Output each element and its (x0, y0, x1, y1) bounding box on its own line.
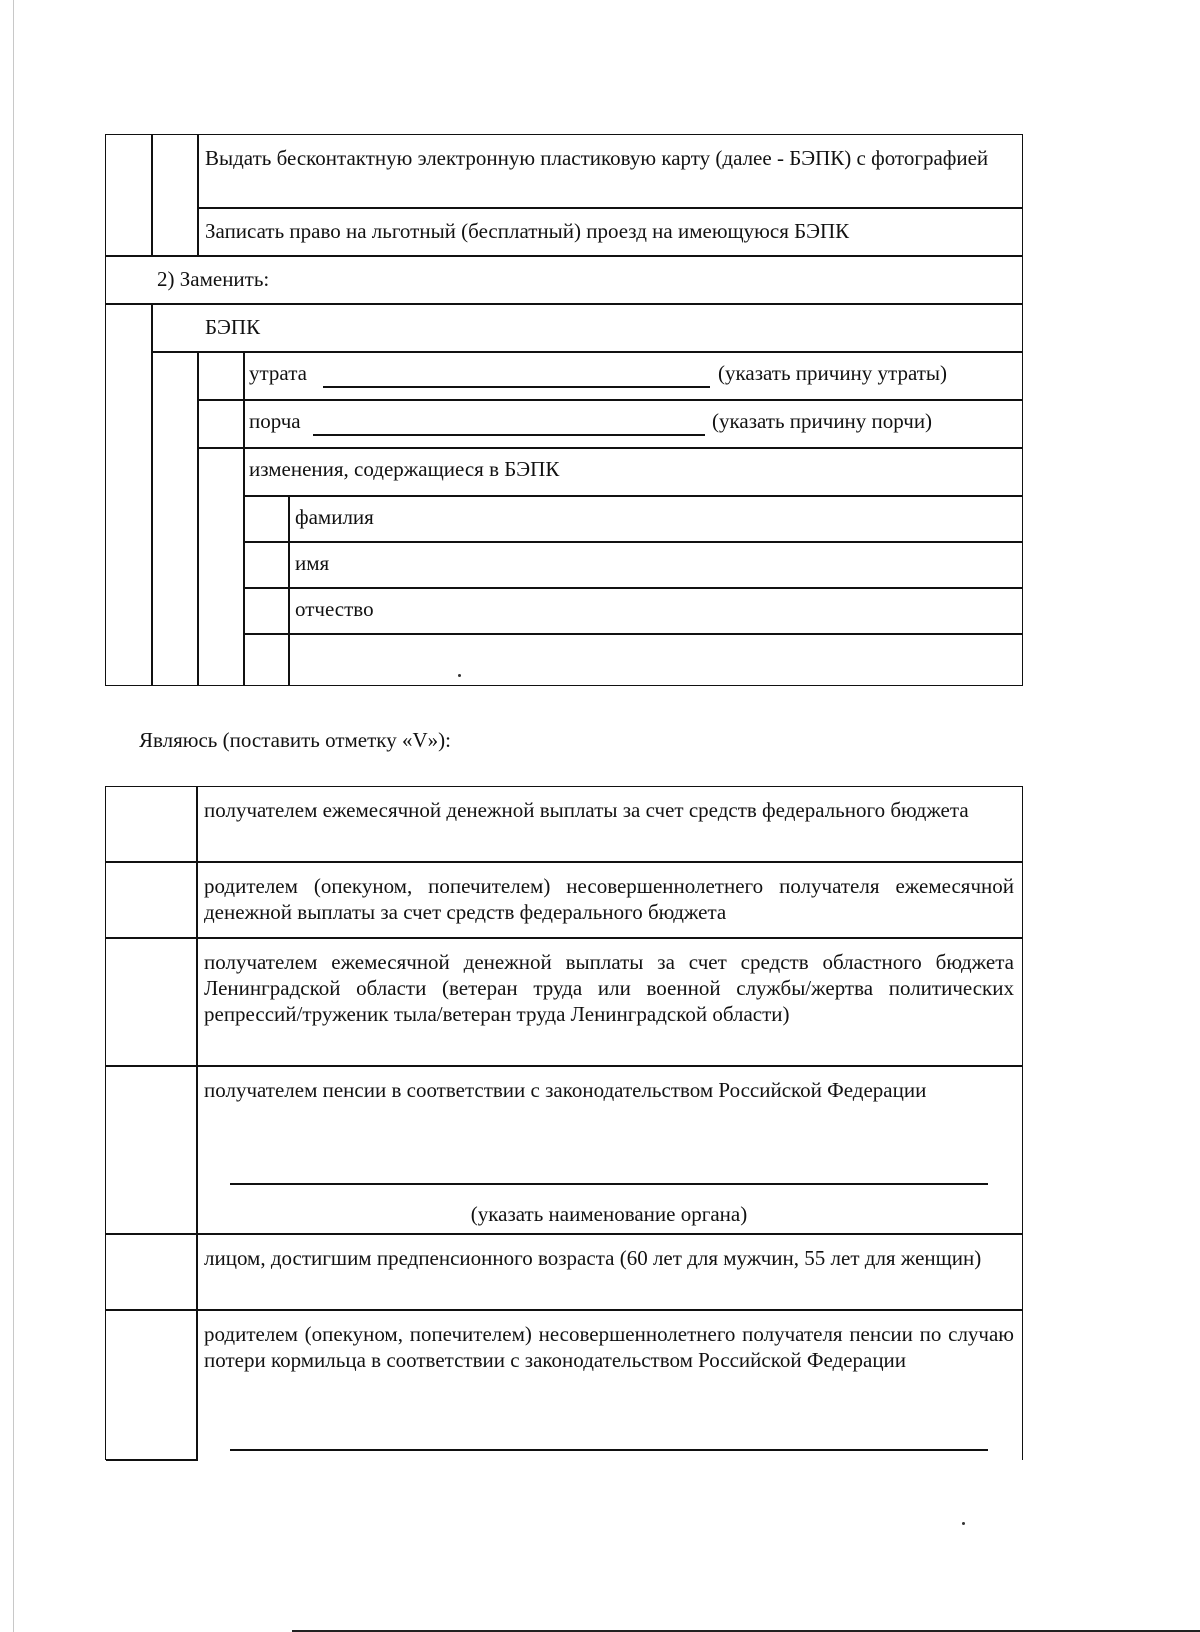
status-option-federal-payment: получателем ежемесячной денежной выплаты за счет средств федерального бюджета (204, 798, 969, 822)
name-checkbox[interactable] (245, 543, 288, 587)
scan-edge-line (13, 0, 14, 1632)
changes-checkbox[interactable] (199, 449, 243, 495)
change-name: имя (295, 551, 330, 575)
issue-card-checkbox[interactable] (153, 135, 197, 207)
damage-checkbox[interactable] (199, 401, 243, 447)
surname-checkbox[interactable] (245, 497, 288, 541)
changes-label: изменения, содержащиеся в БЭПК (249, 457, 560, 481)
replace-heading: 2) Заменить: (157, 267, 270, 291)
card-label: БЭПК (205, 315, 261, 339)
status-checkbox-federal-payment[interactable] (106, 787, 196, 861)
damage-hint: (указать причину порчи) (712, 409, 933, 433)
record-right-checkbox[interactable] (153, 209, 197, 255)
damage-label: порча (249, 409, 301, 433)
card-request-table (105, 134, 1023, 686)
loss-checkbox[interactable] (199, 353, 243, 399)
other-checkbox[interactable] (245, 635, 288, 685)
status-intro: Являюсь (поставить отметку «V»): (139, 728, 451, 752)
status-checkbox-survivor-pension[interactable] (106, 1311, 196, 1459)
survivor-pension-line[interactable] (230, 1449, 988, 1451)
record-right-option: Записать право на льготный (бесплатный) проезд на имеющуюся БЭПК (205, 219, 850, 243)
status-option-pre-pension: лицом, достигшим предпенсионного возраста (60 лет для мужчин, 55 лет для женщин) (204, 1246, 982, 1270)
card-replace-checkbox[interactable] (153, 305, 197, 351)
change-surname: фамилия (295, 505, 374, 529)
status-checkbox-regional-payment[interactable] (106, 939, 196, 1065)
scan-speck (962, 1522, 965, 1525)
loss-hint: (указать причину утраты) (718, 361, 948, 385)
authority-hint: (указать наименование органа) (470, 1202, 748, 1226)
status-table (105, 786, 1023, 1460)
status-checkbox-pre-pension[interactable] (106, 1235, 196, 1309)
status-option-survivor-pension: родителем (опекуном, попечителем) несовершеннолетнего получателя пенсии по случаю потери кормильца в соответствии с законодательством Российской Федерации (204, 1322, 1014, 1372)
patronymic-checkbox[interactable] (245, 589, 288, 633)
loss-reason-line[interactable] (323, 386, 710, 388)
status-option-regional-payment: получателем ежемесячной денежной выплаты за счет средств областного бюджета Ленинградской области (ветеран труда или военной службы/жертва политических репрессий/труженик тыла/ветеран труда Ленинградской области) (204, 950, 1014, 1026)
damage-reason-line[interactable] (313, 434, 705, 436)
status-checkbox-parent-federal[interactable] (106, 863, 196, 937)
status-option-parent-federal: родителем (опекуном, попечителем) несовершеннолетнего получателя ежемесячной денежной выплаты за счет средств федерального бюджета (204, 874, 1014, 924)
status-checkbox-pension[interactable] (106, 1067, 196, 1233)
loss-label: утрата (249, 361, 307, 385)
status-option-pension: получателем пенсии в соответствии с законодательством Российской Федерации (204, 1078, 927, 1102)
issue-card-option: Выдать бесконтактную электронную пластиковую карту (далее - БЭПК) с фотографией (205, 146, 989, 170)
change-patronymic: отчество (295, 597, 374, 621)
authority-name-line[interactable] (230, 1183, 988, 1185)
